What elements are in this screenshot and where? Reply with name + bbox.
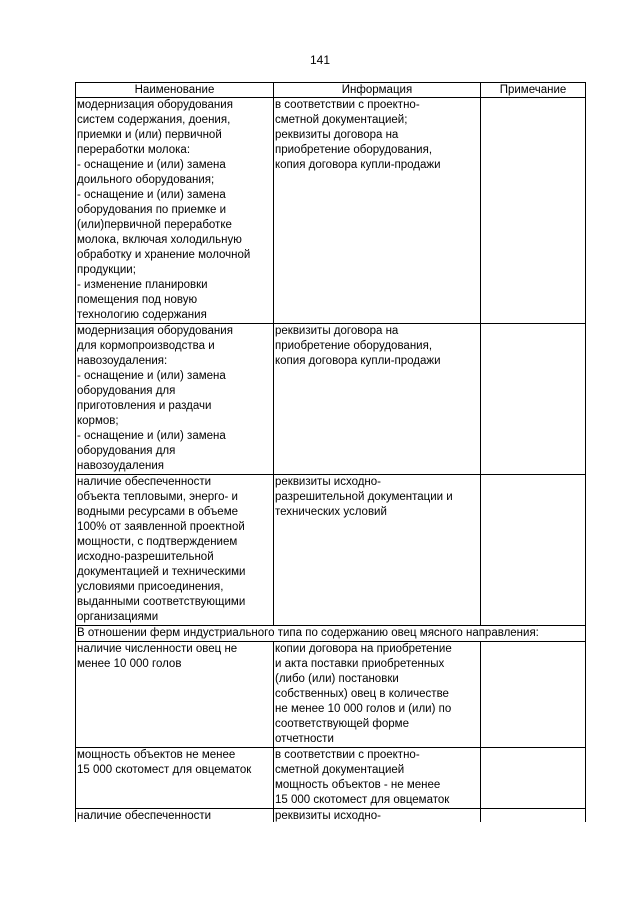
table-header-row <box>76 83 586 98</box>
page-bottom-margin <box>0 822 640 905</box>
row-info-cell <box>274 98 481 324</box>
row-info-cell <box>274 324 481 475</box>
table-row <box>76 642 586 748</box>
row-name-cell <box>76 98 274 324</box>
row-info-cell <box>274 642 481 748</box>
row-info-cell <box>274 475 481 626</box>
row-name-cell <box>76 475 274 626</box>
row-note-cell <box>481 324 586 475</box>
row-name-text: наличие численности овец не менее 10 000 голов <box>77 643 238 670</box>
header-info: Информация <box>274 83 481 98</box>
requirements-table <box>75 82 586 840</box>
row-info-text: в соответствии с проектно- сметной документацией мощность объектов - не менее 15 000 скотомест для овцематок <box>275 749 450 806</box>
row-name-text: модернизация оборудования для кормопроизводства и навозоудаления: - оснащение и (или) замена оборудования для приготовления и раздачи кормов; - оснащение и (или) замена оборудования для навозоудаления <box>77 325 233 472</box>
row-note-cell <box>481 642 586 748</box>
table-row <box>76 98 586 324</box>
table-row <box>76 475 586 626</box>
row-name-cell <box>76 748 274 809</box>
header-note: Примечание <box>481 83 586 98</box>
section-heading: В отношении ферм индустриального типа по содержанию овец мясного направления: <box>76 626 586 642</box>
section-row <box>76 626 586 642</box>
row-info-text: реквизиты исходно- <box>275 810 382 822</box>
row-name-text: модернизация оборудования систем содержания, доения, приемки и (или) первичной переработки молока: - оснащение и (или) замена доильного оборудования; - оснащение и (или) замена оборудования по приемке и (или)первичной переработке молока, включая холодильную обработку и хранение молочной продукции; - изменение планировки помещения под новую технологию содержания <box>77 99 251 321</box>
row-name-text: наличие обеспеченности объекта тепловыми, энерго- и водными ресурсами в объеме 100% от заявленной проектной мощности, с подтверждением исходно-разрешительной документацией и техническими условиями присоединения, выданными соответствующими организациями <box>77 476 246 623</box>
row-note-cell <box>481 98 586 324</box>
row-info-text: реквизиты исходно- разрешительной документации и технических условий <box>275 476 453 518</box>
page-number: 141 <box>309 53 331 67</box>
table-row <box>76 324 586 475</box>
header-name: Наименование <box>76 83 274 98</box>
row-info-cell <box>274 748 481 809</box>
row-info-text: копии договора на приобретение и акта поставки приобретенных (либо (или) постановки собственных) овец в количестве не менее 10 000 голов и (или) по соответствующей форме отчетности <box>275 643 452 745</box>
row-note-cell <box>481 475 586 626</box>
row-name-cell <box>76 642 274 748</box>
row-info-text: в соответствии с проектно- сметной документацией; реквизиты договора на приобретение оборудования, копия договора купли-продажи <box>275 99 441 171</box>
row-name-cell <box>76 324 274 475</box>
row-note-cell <box>481 748 586 809</box>
row-info-text: реквизиты договора на приобретение оборудования, копия договора купли-продажи <box>275 325 441 367</box>
row-name-text: мощность объектов не менее 15 000 скотомест для овцематок <box>77 749 252 776</box>
table-row <box>76 748 586 809</box>
row-name-text: наличие обеспеченности <box>77 810 212 822</box>
